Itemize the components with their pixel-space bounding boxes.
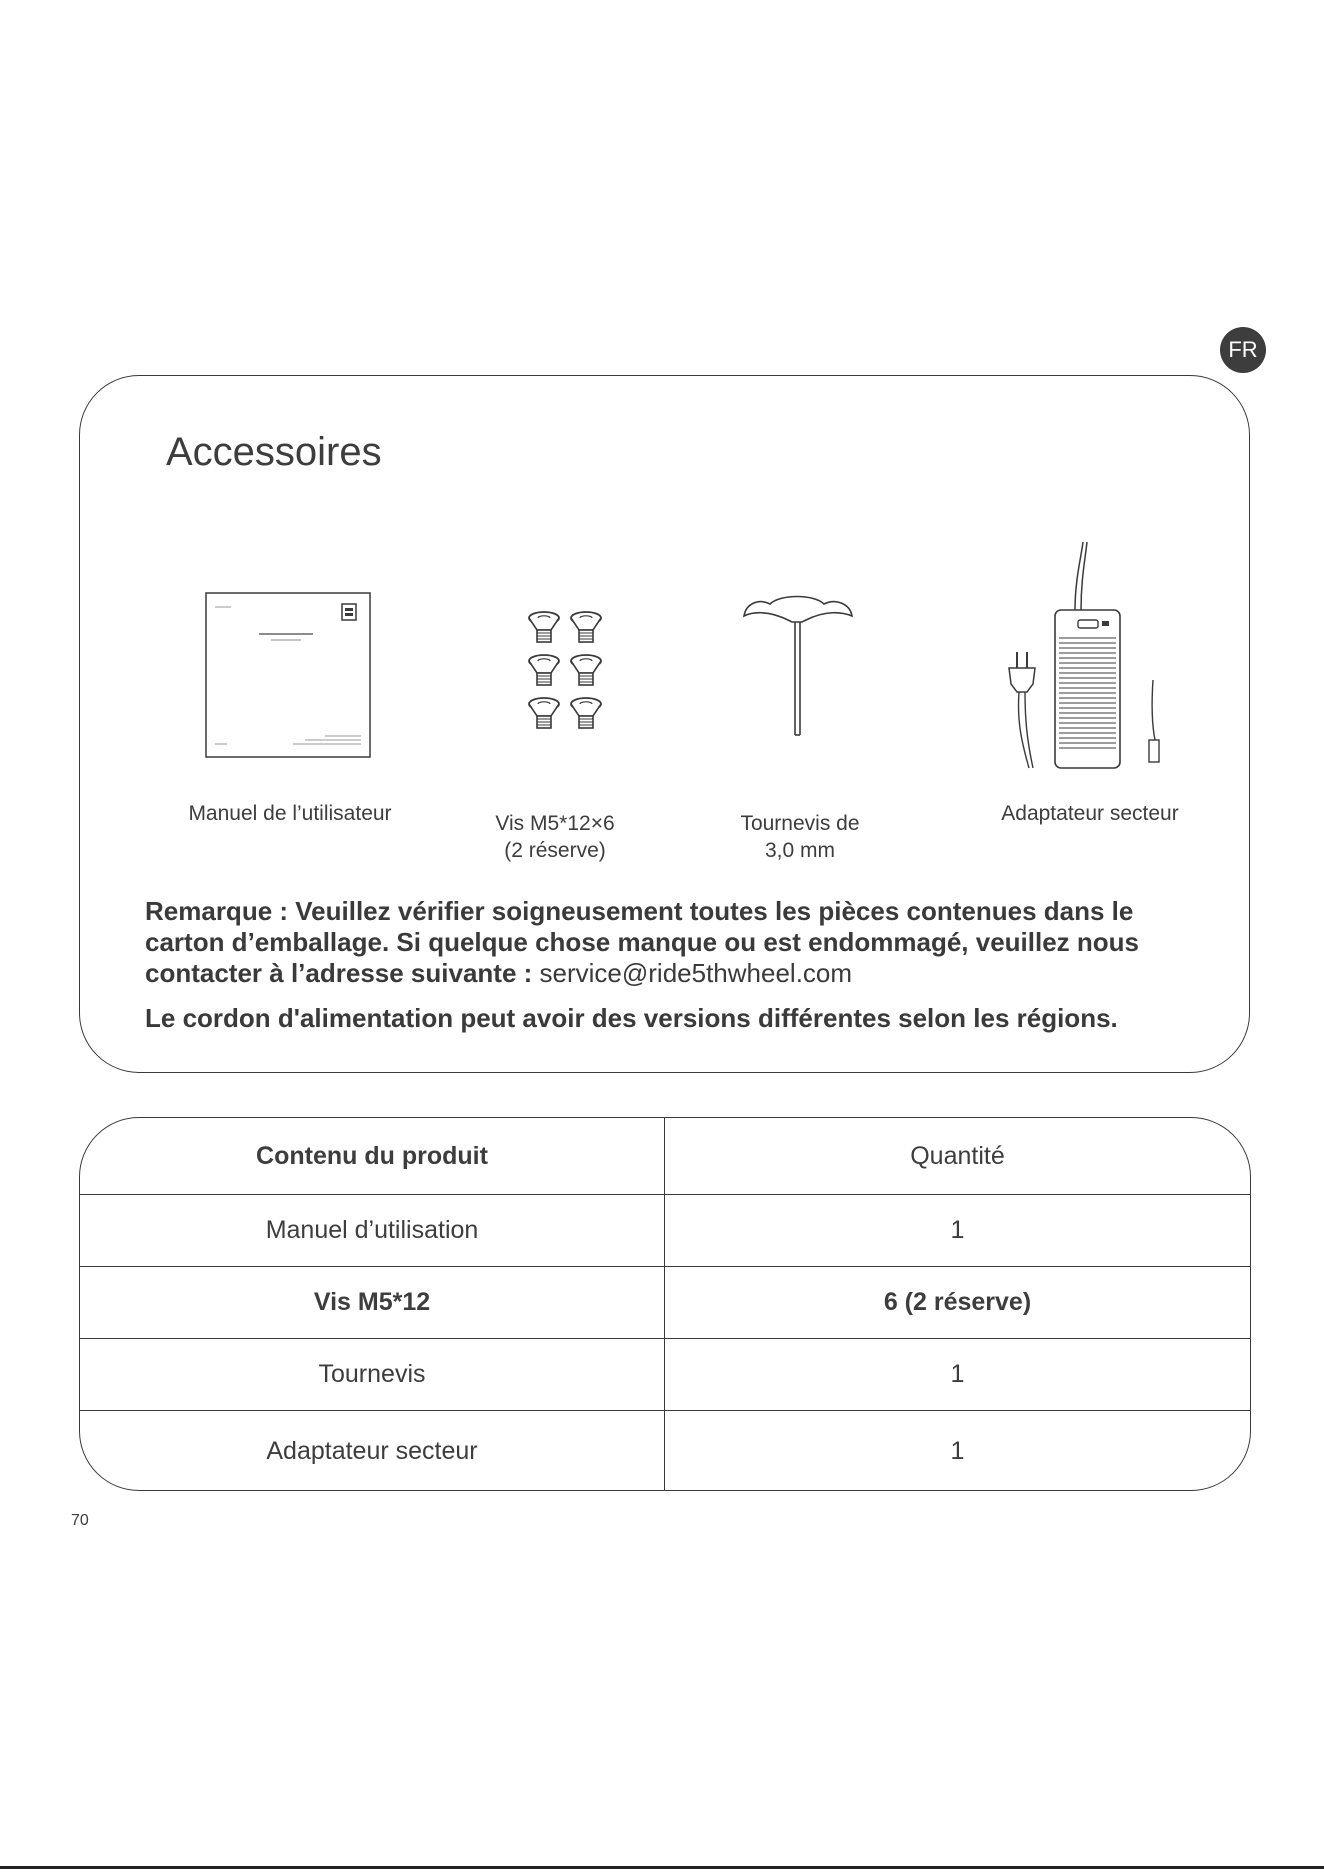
user-manual-icon: [205, 592, 371, 758]
table-cell-qty: 1: [950, 1360, 965, 1388]
table-header-quantity: Quantité: [910, 1141, 1005, 1170]
note-body: Remarque : Veuillez vérifier soigneusement toutes les pièces contenues dans le carton d’emballage. Si quelque chose manque ou est endommagé, veuillez nous contacter à l’adresse suivante :: [145, 896, 1140, 988]
support-email-link[interactable]: service@ride5thwheel.com: [539, 958, 853, 988]
table-row: [80, 1411, 1250, 1491]
table-header-contents: Contenu du produit: [80, 1118, 665, 1194]
table-cell-item: Manuel d’utilisation: [80, 1195, 665, 1266]
caption-power-adapter: Adaptateur secteur: [1001, 802, 1179, 825]
table-cell-qty: 1: [950, 1437, 965, 1465]
bottom-rule: [0, 1866, 1324, 1869]
table-cell-item: Tournevis: [80, 1339, 665, 1410]
table-header-row: [80, 1118, 1250, 1195]
note-text: [145, 896, 1195, 989]
language-badge: FR: [1220, 327, 1266, 373]
table-cell-item: Adaptateur secteur: [80, 1411, 665, 1491]
caption-user-manual: Manuel de l’utilisateur: [188, 802, 392, 825]
table-row: [80, 1195, 1250, 1267]
power-cord-note: Le cordon d'alimentation peut avoir des versions différentes selon les régions.: [145, 1003, 1118, 1033]
screwdriver-icon: [740, 590, 855, 740]
caption-screws: Vis M5*12×6 (2 réserve): [495, 812, 615, 862]
power-adapter-icon: [995, 540, 1165, 770]
table-row: [80, 1339, 1250, 1411]
screws-icon: [520, 606, 610, 736]
table-cell-item: Vis M5*12: [80, 1267, 665, 1338]
table-cell-qty: 1: [950, 1216, 965, 1244]
caption-screwdriver: Tournevis de 3,0 mm: [740, 812, 860, 862]
contents-table: [79, 1117, 1251, 1491]
accessories-title: Accessoires: [166, 430, 382, 474]
page-number: 70: [71, 1512, 89, 1529]
table-row: [80, 1267, 1250, 1339]
table-cell-qty: 6 (2 réserve): [883, 1288, 1032, 1316]
